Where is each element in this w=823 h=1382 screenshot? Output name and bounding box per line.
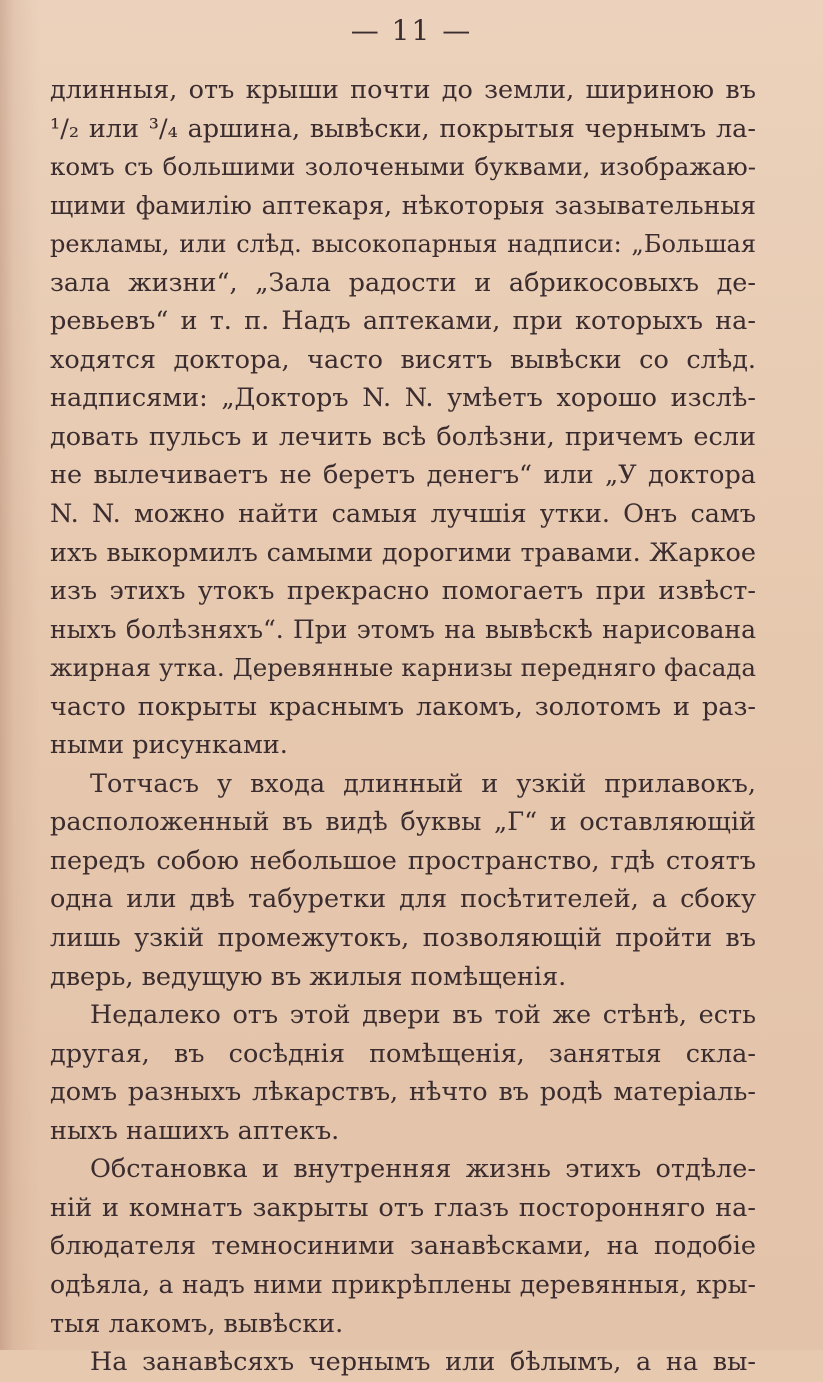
text-line: лишь узкій промежутокъ, позволяющій пройти въ: [50, 923, 756, 954]
text-line: N. N. можно найти самыя лучшія утки. Онъ самъ: [50, 499, 756, 530]
text-line: домъ разныхъ лѣкарствъ, нѣчто въ родѣ матеріаль-: [50, 1077, 756, 1108]
text-line: рекламы, или слѣд. высокопарныя надписи: „Большая: [50, 230, 756, 259]
text-line: ¹/₂ или ³/₄ аршина, вывѣски, покрытыя чернымъ ла-: [50, 113, 756, 144]
text-line: Обстановка и внутренняя жизнь этихъ отдѣле-: [90, 1154, 756, 1185]
text-line: часто покрыты краснымъ лакомъ, золотомъ и раз-: [50, 691, 756, 722]
text-line: не вылечиваетъ не беретъ денегъ“ или „У доктора: [50, 460, 756, 491]
text-line: длинныя, отъ крыши почти до земли, шириною въ: [50, 75, 756, 105]
text-line: одна или двѣ табуретки для посѣтителей, а сбоку: [50, 884, 756, 915]
text-line: ныхъ болѣзняхъ“. При этомъ на вывѣскѣ нарисована: [50, 614, 756, 644]
text-line: Недалеко отъ этой двери въ той же стѣнѣ, есть: [90, 1000, 756, 1031]
text-line: надписями: „Докторъ N. N. умѣетъ хорошо изслѣ-: [50, 383, 756, 414]
text-line: одѣяла, а надъ ними прикрѣплены деревянныя, кры-: [50, 1269, 756, 1299]
text-line: щими фамилію аптекаря, нѣкоторыя зазывательныя: [50, 190, 756, 220]
text-line: другая, въ сосѣднія помѣщенія, занятыя скла-: [50, 1038, 756, 1069]
text-line: жирная утка. Деревянные карнизы передняго фасада: [50, 653, 756, 683]
text-line: блюдателя темносиними занавѣсками, на подобіе: [50, 1231, 756, 1262]
text-line: расположенный въ видѣ буквы „Г“ и оставляющій: [50, 807, 756, 838]
text-line: дверь, ведущую въ жилыя помѣщенія.: [50, 961, 567, 992]
text-line: ревьевъ“ и т. п. Надъ аптеками, при которыхъ на-: [50, 306, 756, 337]
text-line: комъ съ большими золочеными буквами, изображаю-: [50, 152, 756, 182]
text-line: довать пульсъ и лечить всѣ болѣзни, причемъ если: [50, 421, 756, 452]
text-line: ными рисунками.: [50, 730, 288, 761]
text-line: Тотчасъ у входа длинный и узкій прилавокъ,: [90, 768, 756, 799]
text-line: передъ собою небольшое пространство, гдѣ стоятъ: [50, 845, 756, 876]
text-line: тыя лакомъ, вывѣски.: [50, 1308, 344, 1339]
text-line: ній и комнатъ закрыты отъ глазъ посторонняго на-: [50, 1192, 756, 1223]
text-line: ходятся доктора, часто висятъ вывѣски со слѣд.: [50, 344, 756, 375]
text-line: ихъ выкормилъ самыми дорогими травами. Жаркое: [50, 537, 756, 568]
page-number: — 11 —: [350, 14, 473, 47]
text-line: На занавѣсяхъ чернымъ или бѣлымъ, а на вы-: [90, 1347, 756, 1378]
text-body: [50, 71, 756, 1382]
text-line: зала жизни“, „Зала радости и абрикосовыхъ де-: [50, 267, 756, 298]
text-line: ныхъ нашихъ аптекъ.: [50, 1115, 340, 1146]
text-line: изъ этихъ утокъ прекрасно помогаетъ при извѣст-: [50, 576, 756, 607]
